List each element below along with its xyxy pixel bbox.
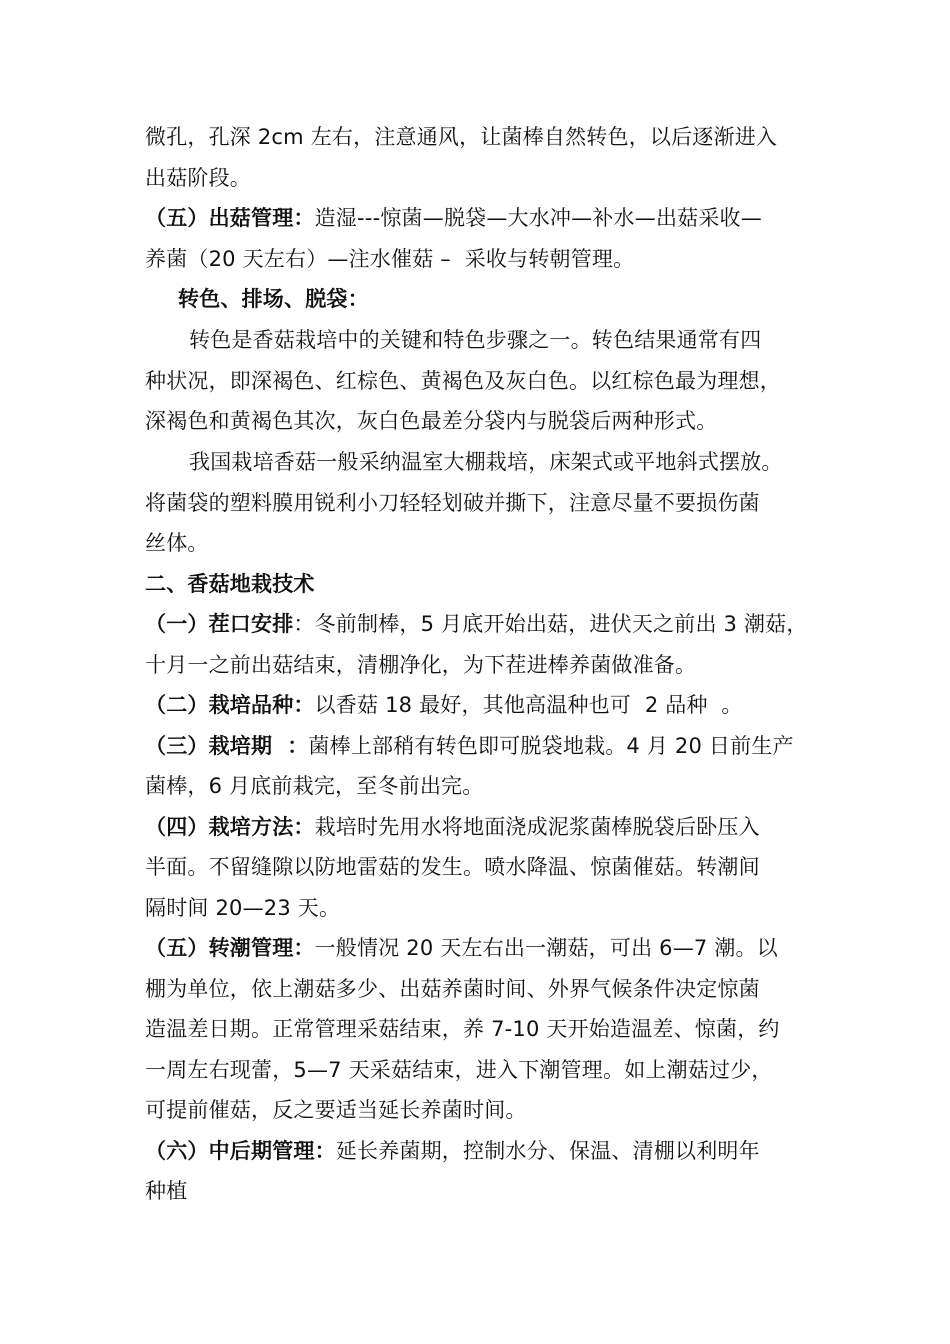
section-body: 一般情况 20 天左右出一潮菇，可出 6—7 潮。以: [314, 936, 778, 960]
text-line: 半面。不留缝隙以防地雷菇的发生。喷水降温、惊菌催菇。转潮间: [145, 855, 760, 879]
section-heading: （三）栽培期 ：: [145, 734, 309, 758]
text-line: 微孔，孔深 2cm 左右，注意通风，让菌棒自然转色，以后逐渐进入: [145, 125, 778, 149]
section-body: 菌棒上部稍有转色即可脱袋地栽。4 月 20 日前生产: [308, 734, 794, 758]
section-line: [145, 203, 762, 233]
text-line: 可提前催菇，反之要适当延长养菌时间。: [145, 1098, 527, 1122]
text-line: 出菇阶段。: [145, 166, 251, 190]
text-line: 我国栽培香菇一般采纳温室大棚栽培，床架式或平地斜式摆放。: [189, 450, 783, 474]
text-line: 养菌（20 天左右）—注水催菇 – 采收与转朝管理。: [145, 247, 635, 271]
section-body: 延长养菌期，控制水分、保温、清棚以利明年: [335, 1139, 760, 1163]
section-line: [145, 731, 794, 761]
text-line: 菌棒，6 月底前栽完，至冬前出完。: [145, 774, 484, 798]
section-heading: （五）出菇管理：: [145, 206, 315, 230]
section-body: 栽培时先用水将地面浇成泥浆菌棒脱袋后卧压入: [314, 815, 760, 839]
chapter-heading: 二、香菇地栽技术: [145, 572, 315, 596]
text-line: 转色是香菇栽培中的关键和特色步骤之一。转色结果通常有四: [189, 328, 762, 352]
text-line: 将菌袋的塑料膜用锐利小刀轻轻划破并撕下，注意尽量不要损伤菌: [145, 491, 760, 515]
section-body: ：冬前制棒，5 月底开始出菇，进伏天之前出 3 潮菇，: [293, 612, 808, 636]
section-line: [145, 690, 743, 720]
text-line: 棚为单位，依上潮菇多少、出菇养菌时间、外界气候条件决定惊菌: [145, 977, 760, 1001]
section-heading: （四）栽培方法：: [145, 815, 315, 839]
text-line: 造温差日期。正常管理采菇结束，养 7-10 天开始造温差、惊菌，约: [145, 1017, 780, 1041]
section-line: [145, 609, 808, 639]
text-line: 一周左右现蕾，5—7 天采菇结束，进入下潮管理。如上潮菇过少，: [145, 1058, 773, 1082]
text-line: 深褐色和黄褐色其次，灰白色最差分袋内与脱袋后两种形式。: [145, 409, 718, 433]
section-heading: （一）茬口安排: [145, 612, 294, 636]
text-line: 种状况，即深褐色、红棕色、黄褐色及灰白色。以红棕色最为理想，: [145, 369, 781, 393]
text-line: 种植: [145, 1179, 188, 1203]
text-line: 隔时间 20—23 天。: [145, 896, 341, 920]
section-body: 以香菇 18 最好，其他高温种也可 2 品种 。: [314, 693, 743, 717]
section-heading: （六）中后期管理：: [145, 1139, 336, 1163]
text-line: 十月一之前出菇结束，清棚净化，为下茬进棒养菌做准备。: [145, 653, 697, 677]
text-line: 丝体。: [145, 531, 209, 555]
section-body: 造湿---惊菌—脱袋—大水冲—补水—出菇采收—: [314, 206, 762, 230]
section-line: [145, 812, 760, 842]
section-heading: （二）栽培品种：: [145, 693, 315, 717]
section-heading: （五）转潮管理：: [145, 936, 315, 960]
section-line: [145, 933, 778, 963]
subsection-heading: 转色、排场、脱袋：: [178, 287, 369, 311]
section-line: [145, 1136, 760, 1166]
